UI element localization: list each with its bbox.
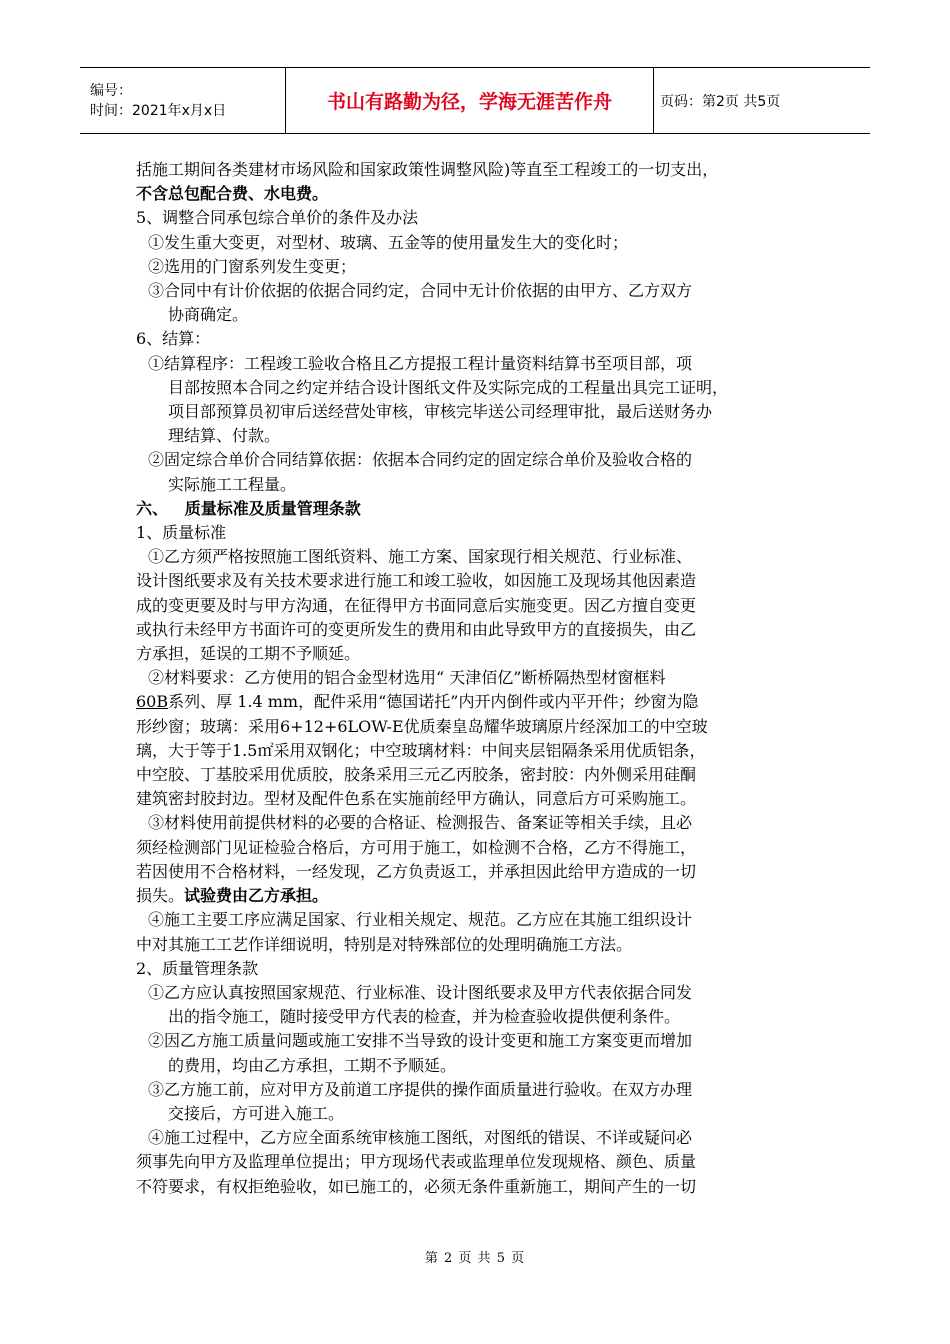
section-6-item-1-line-3: 项目部预算员初审后送经营处审核，审核完毕送公司经理审批，最后送财务办 bbox=[168, 402, 713, 422]
quality-standard-item-3 bbox=[136, 811, 816, 908]
quality-management-item-1 bbox=[136, 981, 816, 1029]
quality-management-item-3-line-2: 交接后，方可进入施工。 bbox=[168, 1103, 345, 1123]
quality-standard-item-3-bold-text: 试验费由乙方承担。 bbox=[184, 886, 329, 906]
quality-standard-item-2 bbox=[136, 666, 816, 811]
underlined-series-code: 60B bbox=[136, 692, 169, 712]
quality-management-item-2 bbox=[136, 1029, 816, 1077]
quality-standard-item-3-line-1: ③材料使用前提供材料的必要的合格证、检测报告、备案证等相关手续，且必 bbox=[148, 813, 693, 833]
document-date-label: 时间：2021年x月x日 bbox=[90, 102, 227, 119]
paragraph-line: 括施工期间各类建材市场风险和国家政策性调整风险)等直至工程竣工的一切支出， bbox=[136, 160, 719, 179]
quality-standard-item-2-line-1: ②材料要求：乙方使用的铝合金型材选用“ 天津佰亿”断桥隔热型材窗框料 bbox=[148, 668, 666, 688]
document-body bbox=[136, 158, 816, 1199]
quality-standard-item-1-line-5: 方承担，延误的工期不予顺延。 bbox=[136, 644, 361, 664]
section-5-item-3-line-2: 协商确定。 bbox=[168, 305, 249, 325]
quality-standard-item-2-line-2 bbox=[136, 690, 816, 714]
quality-standard-item-4 bbox=[136, 908, 816, 956]
quality-standard-item-2-line-6: 建筑密封胶封边。型材及配件色系在实施前经甲方确认，同意后方可采购施工。 bbox=[136, 789, 697, 809]
quality-standard-item-2-line-3: 形纱窗；玻璃：采用6+12+6LOW-E优质秦皇岛耀华玻璃原片经深加工的中空玻 bbox=[136, 716, 708, 736]
quality-management-item-1-line-2: 出的指令施工，随时接受甲方代表的检查，并为检查验收提供便利条件。 bbox=[168, 1007, 681, 1027]
page-header bbox=[80, 67, 870, 134]
section-6-item-1 bbox=[136, 352, 816, 449]
section-6-item-1-line-4: 理结算、付款。 bbox=[168, 426, 281, 446]
quality-management-item-2-line-1: ②因乙方施工质量问题或施工安排不当导致的设计变更和施工方案变更而增加 bbox=[148, 1031, 693, 1051]
quality-standard-item-3-line-4-text: 损失。 bbox=[136, 886, 185, 906]
quality-standard-item-1-line-4: 或执行未经甲方书面许可的变更所发生的费用和由此导致甲方的直接损失，由乙 bbox=[136, 619, 697, 639]
quality-standard-item-3-line-2: 须经检测部门见证检验合格后，方可用于施工，如检测不合格，乙方不得施工， bbox=[136, 837, 697, 857]
page-footer: 第 2 页 共 5 页 bbox=[424, 1251, 526, 1266]
quality-management-item-3 bbox=[136, 1078, 816, 1126]
quality-standard-item-2-line-5: 中空胶、丁基胶采用优质胶，胶条采用三元乙丙胶条，密封胶：内外侧采用硅酮 bbox=[136, 765, 697, 785]
section-6-item-1-line-1: ①结算程序：工程竣工验收合格且乙方提报工程计量资料结算书至项目部，项 bbox=[148, 353, 693, 373]
quality-standard-heading: 1、质量标准 bbox=[136, 523, 227, 543]
document-number-label: 编号： bbox=[90, 82, 132, 99]
quality-standard-item-3-line-3: 若因使用不合格材料，一经发现，乙方负责返工，并承担因此给甲方造成的一切 bbox=[136, 861, 697, 881]
quality-standard-item-4-line-1: ④施工主要工序应满足国家、行业相关规定、规范。乙方应在其施工组织设计 bbox=[148, 910, 693, 930]
section-5-item-1: ①发生重大变更，对型材、玻璃、五金等的使用量发生大的变化时； bbox=[148, 232, 629, 252]
quality-standard-item-4-line-2: 中对其施工工艺作详细说明，特别是对特殊部位的处理明确施工方法。 bbox=[136, 934, 633, 954]
quality-standard-item-1 bbox=[136, 545, 816, 666]
quality-management-item-1-line-1: ①乙方应认真按照国家规范、行业标准、设计图纸要求及甲方代表依据合同发 bbox=[148, 982, 693, 1002]
quality-management-item-4-line-1: ④施工过程中，乙方应全面系统审核施工图纸，对图纸的错误、不详或疑问必 bbox=[148, 1128, 693, 1148]
header-page-label: 页码：第2页 共5页 bbox=[654, 68, 871, 134]
quality-standard-item-3-line-4 bbox=[136, 884, 816, 908]
quality-standard-item-2-line-2-text: 系列、厚 1.4 mm，配件采用“德国诺托”内开内倒件或内平开件；纱窗为隐 bbox=[168, 692, 699, 712]
quality-standard-item-1-line-1: ①乙方须严格按照施工图纸资料、施工方案、国家现行相关规范、行业标准、 bbox=[148, 547, 693, 567]
quality-management-item-4-line-2: 须事先向甲方及监理单位提出；甲方现场代表或监理单位发现规格、颜色、质量 bbox=[136, 1152, 697, 1172]
section-5-item-2: ②选用的门窗系列发生变更； bbox=[148, 256, 357, 276]
section-5-item-3-line-1: ③合同中有计价依据的依据合同约定，合同中无计价依据的由甲方、乙方双方 bbox=[148, 281, 693, 301]
quality-standard-item-2-line-4: 璃，大于等于1.5㎡采用双钢化；中空玻璃材料：中间夹层铝隔条采用优质铝条， bbox=[136, 740, 706, 760]
quality-management-item-3-line-1: ③乙方施工前，应对甲方及前道工序提供的操作面质量进行验收。在双方办理 bbox=[148, 1079, 693, 1099]
section-6-item-2-line-1: ②固定综合单价合同结算依据：依据本合同约定的固定综合单价及验收合格的 bbox=[148, 450, 693, 470]
section-6-item-2 bbox=[136, 448, 816, 496]
quality-management-item-4 bbox=[136, 1126, 816, 1199]
section-6-item-1-line-2: 目部按照本合同之约定并结合设计图纸文件及实际完成的工程量出具完工证明， bbox=[168, 377, 729, 397]
quality-management-item-2-line-2: 的费用，均由乙方承担，工期不予顺延。 bbox=[168, 1055, 457, 1075]
quality-standard-item-1-line-2: 设计图纸要求及有关技术要求进行施工和竣工验收，如因施工及现场其他因素造 bbox=[136, 571, 697, 591]
section-5-item-3 bbox=[136, 279, 816, 327]
section-6-item-2-line-2: 实际施工工程量。 bbox=[168, 474, 297, 494]
section-6-heading: 6、结算： bbox=[136, 329, 211, 349]
quality-management-heading: 2、质量管理条款 bbox=[136, 958, 259, 978]
chapter-6-heading: 六、 质量标准及质量管理条款 bbox=[136, 498, 361, 518]
quality-management-item-4-line-3: 不符要求，有权拒绝验收，如已施工的，必须无条件重新施工，期间产生的一切 bbox=[136, 1176, 697, 1196]
quality-standard-item-1-line-3: 成的变更要及时与甲方沟通，在征得甲方书面同意后实施变更。因乙方擅自变更 bbox=[136, 595, 697, 615]
header-motto: 书山有路勤为径，学海无涯苦作舟 bbox=[286, 68, 654, 134]
section-5-heading: 5、调整合同承包综合单价的条件及办法 bbox=[136, 208, 419, 228]
paragraph-bold-line: 不含总包配合费、水电费。 bbox=[136, 184, 329, 204]
header-left-cell bbox=[80, 68, 286, 134]
